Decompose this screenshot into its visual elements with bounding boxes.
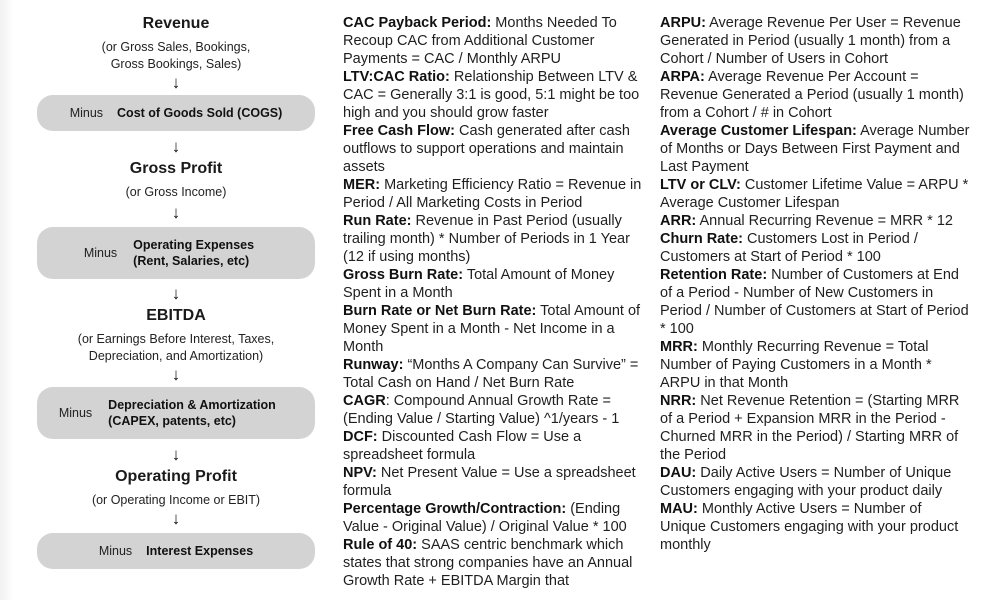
glossary-item-rule-of-40: Rule of 40: SAAS centric benchmark which states that strong companies have an Annual Growth Rate + EBITDA Margin that	[343, 537, 633, 589]
glossary-item-nrr: NRR: Net Revenue Retention = (Starting MRR of a Period + Expansion MRR in the Period - Churned MRR in the Period) / Starting MRR of the Period	[660, 393, 960, 463]
down-arrow-icon: ↓	[171, 284, 181, 303]
deduction-depreciation	[37, 387, 315, 439]
glossary-item-customer-lifespan: Average Customer Lifespan: Average Number of Months or Days Between First Payment and Last Payment	[660, 123, 970, 175]
down-arrow-icon: ↓	[171, 365, 181, 384]
flow-title-ebitda: EBITDA	[146, 307, 206, 324]
flow-subtitle-revenue: (or Gross Sales, Bookings, Gross Bookings, Sales)	[101, 40, 251, 71]
flow-subtitle-gross-profit: (or Gross Income)	[125, 185, 227, 199]
down-arrow-icon: ↓	[171, 509, 181, 528]
glossary-column-1	[343, 14, 648, 590]
glossary-item-mau: MAU: Monthly Active Users = Number of Unique Customers engaging with your product monthly	[660, 501, 959, 553]
down-arrow-icon: ↓	[171, 137, 181, 156]
glossary-item-cagr: CAGR: Compound Annual Growth Rate = (Ending Value / Starting Value) ^1/years - 1	[343, 393, 620, 427]
flow-title-operating-profit: Operating Profit	[115, 468, 237, 485]
deduction-interest-expenses	[37, 533, 315, 569]
glossary-item-arpa: ARPA: Average Revenue Per Account = Revenue Generated a Period (usually 1 month) from a Cohort / # in Cohort	[660, 69, 964, 121]
glossary-item-cac-payback: CAC Payback Period: Months Needed To Recoup CAC from Additional Customer Payments = CAC / Monthly ARPU	[343, 15, 617, 67]
down-arrow-icon: ↓	[171, 445, 181, 464]
glossary-item-mer: MER: Marketing Efficiency Ratio = Revenue in Period / All Marketing Costs in Period	[343, 177, 642, 211]
deduction-operating-expenses	[37, 227, 315, 279]
income-statement-flow	[37, 0, 315, 569]
glossary-item-free-cash-flow: Free Cash Flow: Cash generated after cash outflows to support operations and maintain assets	[343, 123, 630, 175]
glossary-item-mrr: MRR: Monthly Recurring Revenue = Total Number of Paying Customers in a Month * ARPU in that Month	[660, 339, 932, 391]
left-edge-shade	[0, 0, 14, 600]
glossary-item-npv: NPV: Net Present Value = Use a spreadsheet formula	[343, 465, 636, 499]
deduction-cogs	[37, 95, 315, 131]
glossary-item-retention: Retention Rate: Number of Customers at End of a Period - Number of New Customers in Period / Number of Customers at Start of Period * 100	[660, 267, 969, 337]
minus-label: Minus	[58, 406, 93, 420]
glossary-item-arr: ARR: Annual Recurring Revenue = MRR * 12	[660, 213, 953, 229]
deduction-label: Operating Expenses (Rent, Salaries, etc)	[133, 238, 255, 268]
deduction-label: Cost of Goods Sold (COGS)	[117, 106, 283, 120]
flow-subtitle-ebitda: (or Earnings Before Interest, Taxes, Depreciation, and Amortization)	[77, 332, 275, 363]
glossary-item-churn: Churn Rate: Customers Lost in Period / Customers at Start of Period * 100	[660, 231, 918, 265]
minus-label: Minus	[83, 246, 118, 260]
minus-label: Minus	[98, 544, 133, 558]
deduction-label: Interest Expenses	[146, 544, 254, 558]
glossary-item-runway: Runway: “Months A Company Can Survive” = Total Cash on Hand / Net Burn Rate	[343, 357, 639, 391]
glossary-item-ltv: LTV or CLV: Customer Lifetime Value = ARPU * Average Customer Lifespan	[660, 177, 969, 211]
glossary-item-run-rate: Run Rate: Revenue in Past Period (usually trailing month) * Number of Periods in 1 Year (12 if using months)	[343, 213, 630, 265]
glossary-item-arpu: ARPU: Average Revenue Per User = Revenue Generated in Period (usually 1 month) from a Cohort / Number of Users in Cohort	[660, 15, 961, 67]
down-arrow-icon: ↓	[171, 73, 181, 92]
deduction-label: Depreciation & Amortization (CAPEX, patents, etc)	[108, 398, 276, 428]
flow-title-revenue: Revenue	[142, 15, 210, 32]
glossary-item-gross-burn: Gross Burn Rate: Total Amount of Money Spent in a Month	[343, 267, 615, 301]
flow-subtitle-operating-profit: (or Operating Income or EBIT)	[91, 493, 261, 507]
glossary-item-dcf: DCF: Discounted Cash Flow = Use a spreadsheet formula	[343, 429, 582, 463]
glossary-item-dau: DAU: Daily Active Users = Number of Unique Customers engaging with your product daily	[660, 465, 952, 499]
minus-label: Minus	[69, 106, 104, 120]
glossary-item-percentage-growth: Percentage Growth/Contraction: (Ending Value - Original Value) / Original Value * 100	[343, 501, 627, 535]
glossary-column-2	[660, 14, 970, 554]
glossary-item-ltv-cac: LTV:CAC Ratio: Relationship Between LTV & CAC = Generally 3:1 is good, 5:1 might be too high and you should grow faster	[343, 69, 640, 121]
down-arrow-icon: ↓	[171, 203, 181, 222]
flow-title-gross-profit: Gross Profit	[129, 160, 223, 177]
glossary-item-net-burn: Burn Rate or Net Burn Rate: Total Amount of Money Spent in a Month - Net Income in a Month	[343, 303, 641, 355]
